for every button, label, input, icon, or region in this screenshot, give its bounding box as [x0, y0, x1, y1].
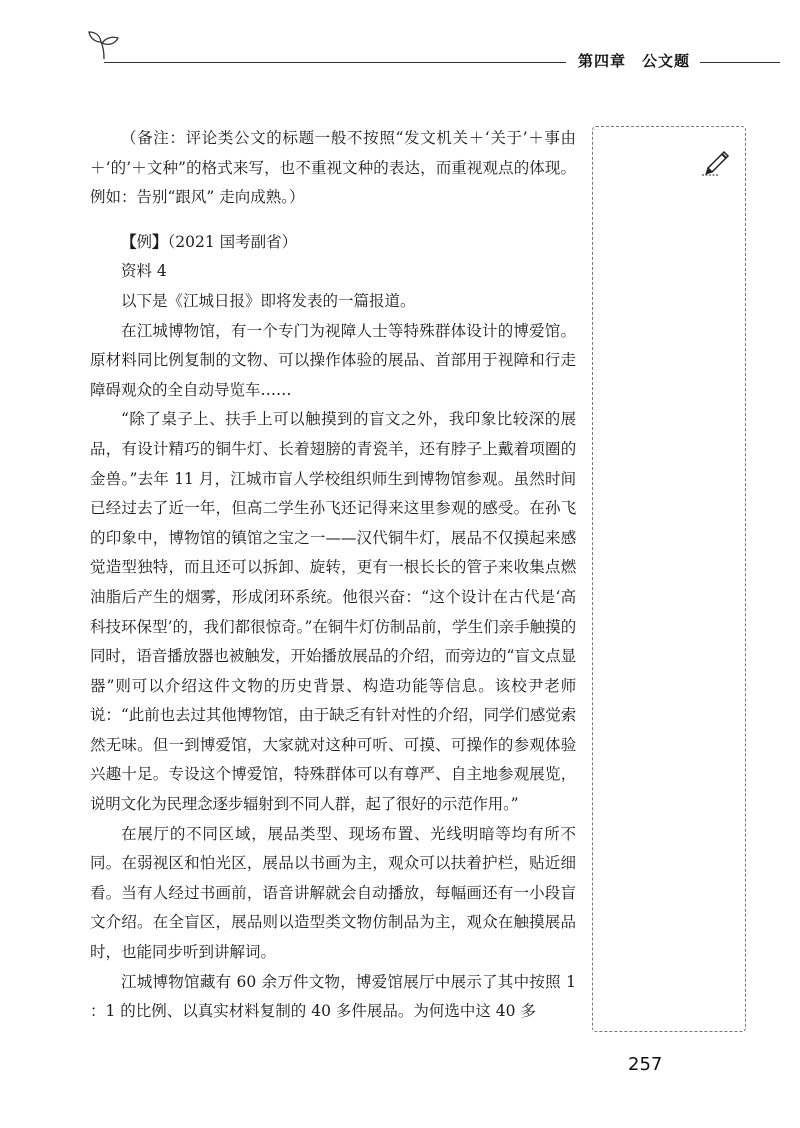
example-heading: [90, 227, 576, 258]
page-number: 257: [628, 1054, 663, 1075]
notes-margin-box: [592, 126, 746, 1032]
example-bracket-open: 【: [121, 231, 137, 251]
material-label: 资料 4: [121, 262, 167, 281]
intro-paragraph: 以下是《江城日报》即将发表的一篇报道。: [121, 291, 416, 310]
chapter-label: 第四章: [578, 52, 627, 70]
example-bracket-close: 】: [152, 231, 168, 251]
paragraph-3: 在展厅的不同区域，展品类型、现场布置、光线明暗等均有所不同。在弱视区和怕光区，展品以书画为主，观众可以扶着护栏，贴近细看。当有人经过书画前，语音讲解就会自动播放，每幅画还有一小段盲文介绍。在全盲区，展品则以造型类文物仿制品为主，观众在触摸展品时，也能同步听到讲解词。: [90, 824, 576, 962]
example-source: （2021 国考副省）: [167, 232, 298, 251]
example-label: 例: [136, 232, 153, 251]
pencil-icon: [700, 144, 732, 176]
header-rule-right: [700, 62, 780, 63]
article-body: [90, 124, 576, 1027]
paragraph-4: 江城博物馆藏有 60 余万件文物，博爱馆展厅中展示了其中按照 1 ：1 的比例、以真实材料复制的 40 多件展品。为何选中这 40 多: [90, 972, 576, 1021]
section-label: 公文题: [642, 52, 691, 70]
running-header: [578, 50, 690, 71]
paragraph-2: “除了桌子上、扶手上可以触摸到的盲文之外，我印象比较深的展品，有设计精巧的铜牛灯、长着翅膀的青瓷羊，还有脖子上戴着项圈的金兽。”去年 11 月，江城市盲人学校组织师生到博物馆参观。虽然时间已经过去了近一年，但高二学生孙飞还记得来这里参观的感受。在孙飞的印象中，博物馆的镇馆之宝之一——汉代铜牛灯，展品不仅摸起来感觉造型独特，而且还可以拆卸、旋转，更有一根长长的管子来收集点燃油脂后产生的烟雾，形成闭环系统。他很兴奋：“这个设计在古代是‘高科技环保型’的，我们都很惊奇。”在铜牛灯仿制品前，学生们亲手触摸的同时，语音播放器也被触发，开始播放展品的介绍，而旁边的“盲文点显器”则可以介绍这件文物的历史背景、构造功能等信息。该校尹老师说：“此前也去过其他博物馆，由于缺乏有针对性的介绍，同学们感觉索然无味。但一到博爱馆，大家就对这种可听、可摸、可操作的参观体验兴趣十足。专设这个博爱馆，特殊群体可以有尊严、自主地参观展览，说明文化为民理念逐步辐射到不同人群，起了很好的示范作用。”: [90, 410, 576, 814]
remark-note: （备注：评论类公文的标题一般不按照“发文机关＋‘关于’＋事由＋‘的’＋文种”的格式来写，也不重视文种的表达，而重视观点的体现。例如：告别“跟风” 走向成熟。）: [90, 129, 576, 207]
header-rule-left: [104, 62, 566, 63]
paragraph-1: 在江城博物馆，有一个专门为视障人士等特殊群体设计的博爱馆。原材料同比例复制的文物、可以操作体验的展品、首部用于视障和行走障碍观众的全自动导览车……: [90, 321, 576, 399]
sprout-icon: [88, 30, 120, 60]
